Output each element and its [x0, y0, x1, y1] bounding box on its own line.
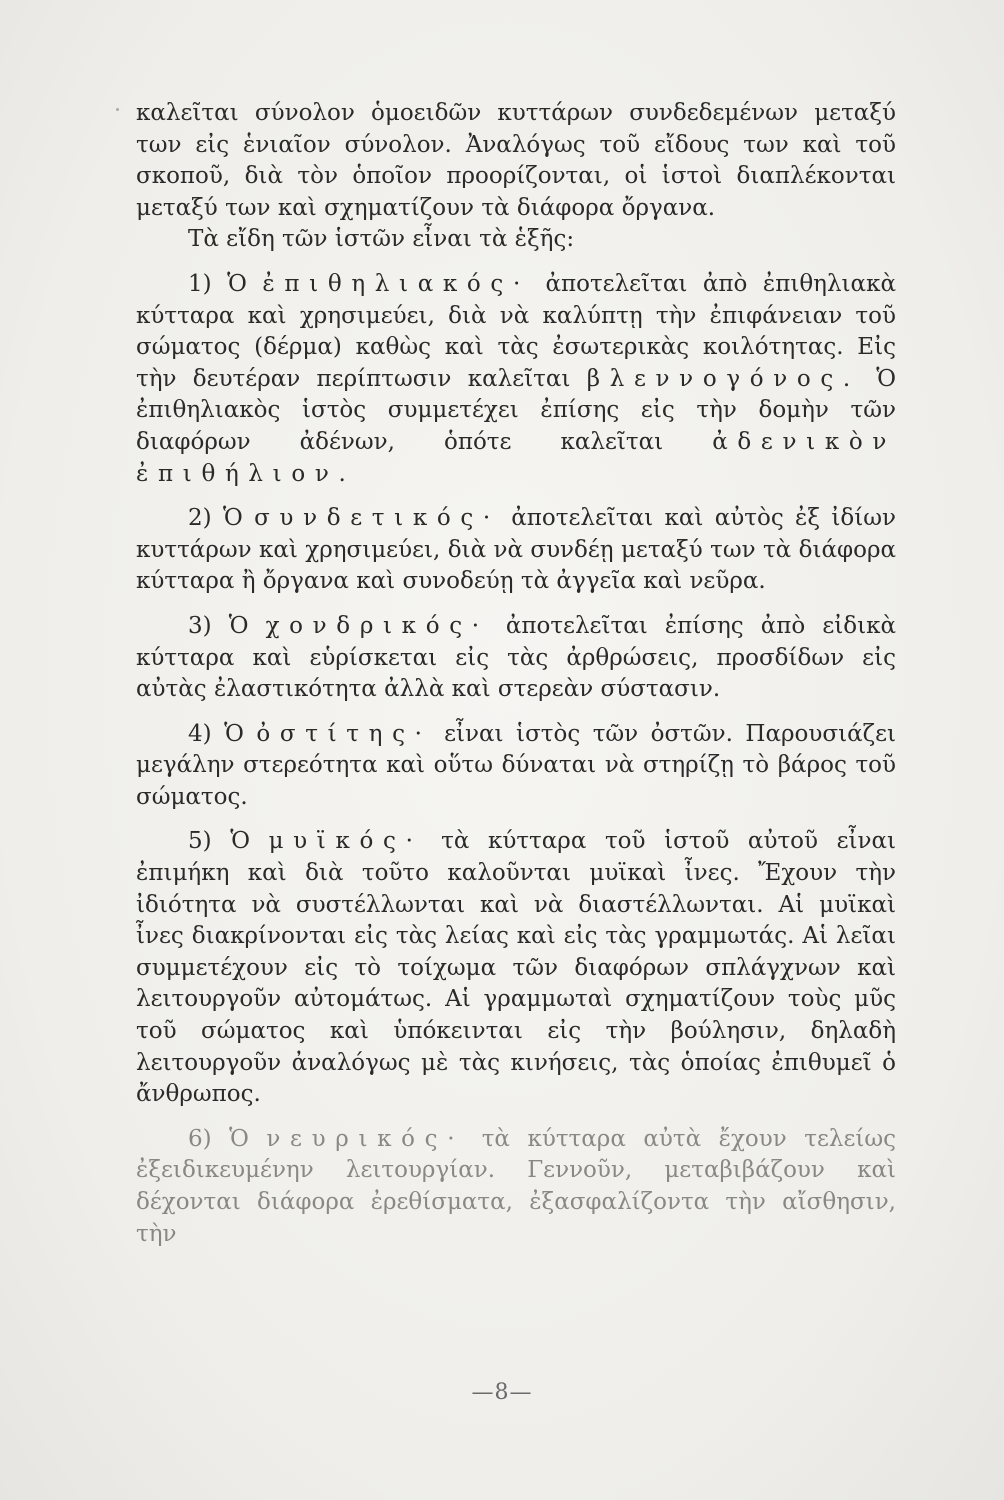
section-body: ἀποτελεῖται ἀπὸ ἐπιθηλιακὰ κύτταρα καὶ χρησιμεύει, διὰ νὰ καλύπτῃ τὴν ἐπιφάνειαν τοῦ σώματος (δέρμα) καθὼς καὶ τὰς ἐσωτερικὰς κοιλότητας. Εἰς τὴν δευτέραν περίπτωσιν καλεῖται [136, 270, 896, 392]
section-body: τὰ κύτταρα τοῦ ἱστοῦ αὐτοῦ εἶναι ἐπιμήκη καὶ διὰ τοῦτο καλοῦνται μυϊκαὶ ἶνες. Ἔχουν τὴν ἰδιότητα νὰ συστέλλωνται καὶ νὰ διαστέλλωνται. Αἱ μυϊκαὶ ἶνες διακρίνονται εἰς τὰς λείας καὶ εἰς τὰς γραμμωτάς. Αἱ λεῖαι συμμετέχουν εἰς τὸ τοίχωμα τῶν διαφόρων σπλάγχνων καὶ λειτουργοῦν αὐτομάτως. Αἱ γραμμωταὶ σχηματίζουν τοὺς μῦς τοῦ σώματος καὶ ὑπόκεινται εἰς τὴν βούλησιν, δηλαδὴ λειτουργοῦν ἀναλόγως μὲ τὰς κινήσεις, τὰς ὁποίας ἐπιθυμεῖ ὁ ἄνθρωπος. [136, 828, 897, 1108]
section-number: 6) [188, 1125, 212, 1152]
section-number: 4) [188, 720, 212, 747]
section-2 [136, 503, 896, 598]
section-body: ἀποτελεῖται ἐπίσης ἀπὸ εἰδικὰ κύτταρα καὶ εὑρίσκεται εἰς τὰς ἀρθρώσεις, προσδίδων εἰς αὐτὰς ἐλαστικότητα ἀλλὰ καὶ στερεὰν σύστασιν. [136, 612, 897, 703]
section-article: Ὁ [230, 828, 250, 855]
section-body: εἶναι ἱστὸς τῶν ὀστῶν. Παρουσιάζει μεγάλην στερεότητα καὶ οὕτω δύναται νὰ στηρίζῃ τὸ βάρος τοῦ σώματος. [136, 720, 897, 810]
section-body: ἀποτελεῖται καὶ αὐτὸς ἐξ ἰδίων κυττάρων καὶ χρησιμεύει, διὰ νὰ συνδέῃ μεταξύ των τὰ διάφορα κύτταρα ἢ ὄργανα καὶ συνοδεύῃ τὰ ἀγγεῖα καὶ νεῦρα. [136, 505, 897, 595]
section-number: 3) [188, 612, 212, 639]
page-number: —8— [471, 1380, 533, 1405]
section-article: Ὁ [227, 270, 247, 297]
body-text [136, 98, 896, 1250]
margin-speck [116, 108, 119, 111]
section-number: 1) [188, 270, 212, 297]
section-number: 2) [188, 505, 212, 532]
section-term: νευρικός· [266, 1125, 465, 1152]
section-term: ἐπιθηλιακός· [262, 270, 530, 297]
section-term: ὀστίτης· [256, 720, 432, 747]
section-term-tertiary: ἀδενικὸν ἐπιθήλιον. [136, 428, 897, 487]
section-number: 5) [188, 828, 212, 855]
section-body-secondary: Ὁ ἐπιθηλιακὸς ἱστὸς συμμετέχει ἐπίσης εἰς τὴν δομὴν τῶν διαφόρων ἀδένων, ὁπότε καλεῖται [136, 365, 896, 455]
section-3 [136, 611, 896, 706]
section-1 [136, 269, 896, 490]
section-article: Ὁ [224, 720, 244, 747]
section-article: Ὁ [229, 1125, 249, 1152]
section-term-secondary: βλεννογόνος. [586, 365, 860, 392]
section-term: συνδετικός· [254, 505, 500, 532]
section-4 [136, 719, 896, 814]
section-6 [136, 1124, 896, 1250]
section-article: Ὁ [228, 612, 249, 639]
intro-continuation: καλεῖται σύνολον ὁμοειδῶν κυττάρων συνδεδεμένων μεταξύ των εἰς ἑνιαῖον σύνολον. Ἀναλόγως τοῦ εἴδους των καὶ τοῦ σκοποῦ, διὰ τὸν ὁποῖον προορίζονται, οἱ ἱστοὶ διαπλέκονται μεταξύ των καὶ σχηματίζουν τὰ διάφορα ὄργανα. [136, 100, 896, 221]
section-term: μυϊκός· [268, 828, 423, 855]
section-term: χονδρικός· [265, 612, 489, 639]
intro-lead: Τὰ εἴδη τῶν ἱστῶν εἶναι τὰ ἑξῆς: [188, 226, 575, 253]
section-5 [136, 826, 896, 1110]
section-body: τὰ κύτταρα αὐτὰ ἔχουν τελείως ἐξειδικευμένην λειτουργίαν. Γεννοῦν, μεταβιβάζουν καὶ δέχονται διάφορα ἐρεθίσματα, ἐξασφαλίζοντα τὴν αἴσθησιν, τὴν [136, 1125, 897, 1247]
section-article: Ὁ [222, 505, 243, 532]
